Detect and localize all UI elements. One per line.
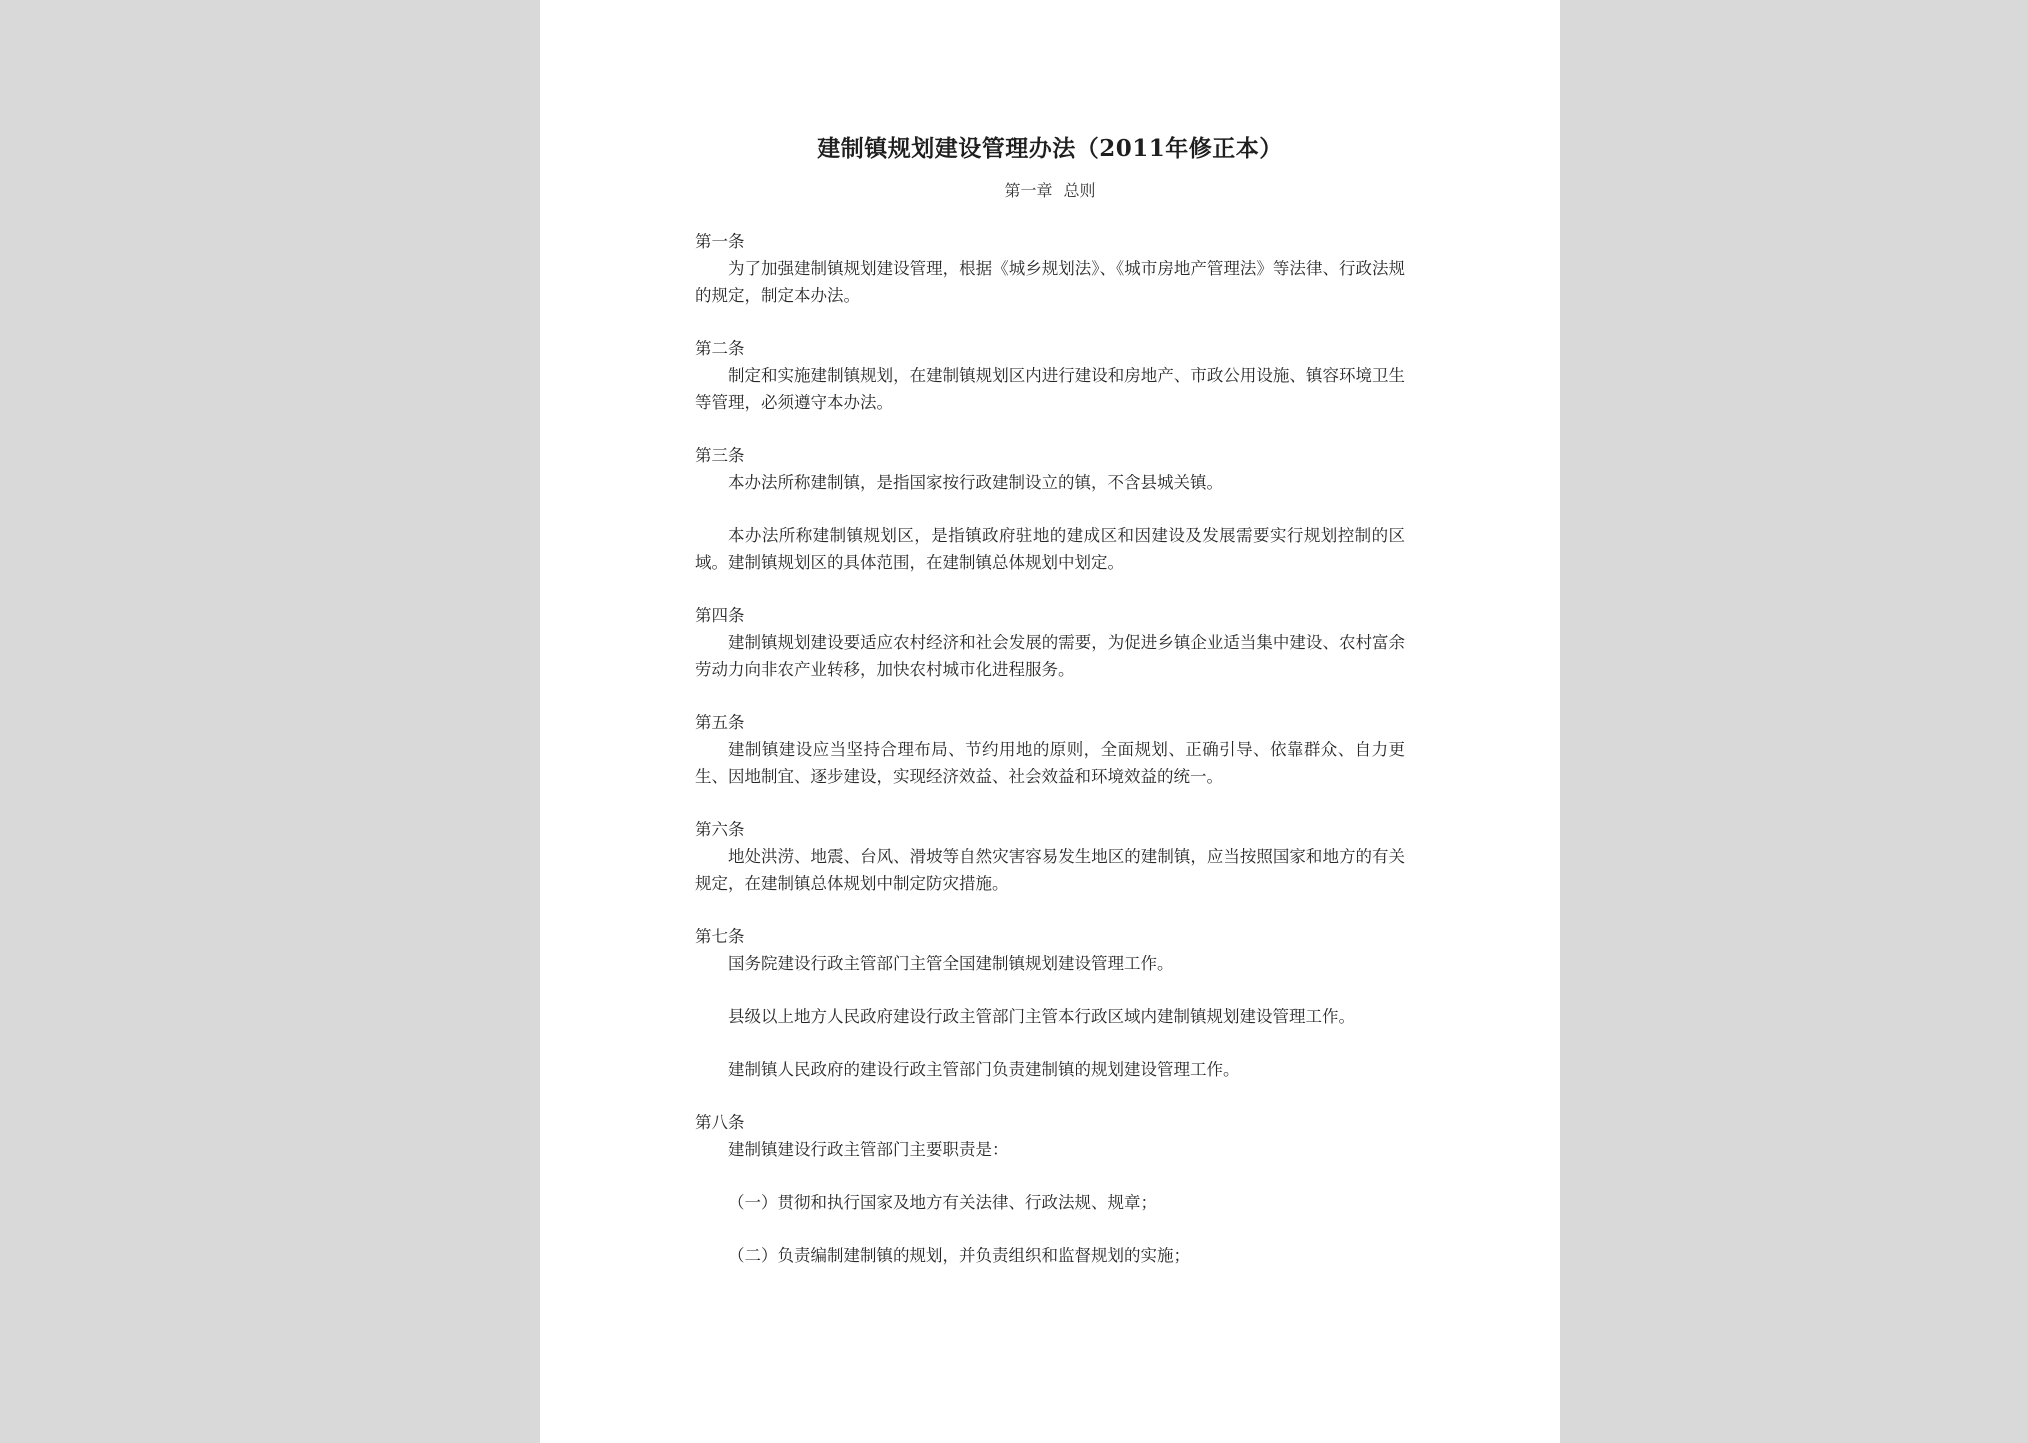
article-paragraph: 国务院建设行政主管部门主管全国建制镇规划建设管理工作。 [728, 954, 1174, 973]
article-paragraph: 为了加强建制镇规划建设管理，根据《城乡规划法》、《城市房地产管理法》等法律、行政法规的规定，制定本办法。 [695, 259, 1405, 305]
article-paragraph: 县级以上地方人民政府建设行政主管部门主管本行政区域内建制镇规划建设管理工作。 [728, 1007, 1355, 1026]
article-paragraph: 制定和实施建制镇规划，在建制镇规划区内进行建设和房地产、市政公用设施、镇容环境卫生等管理，必须遵守本办法。 [695, 366, 1405, 412]
article-label: 第一条 [695, 232, 745, 251]
article-label: 第四条 [695, 606, 745, 625]
article-paragraph: 建制镇人民政府的建设行政主管部门负责建制镇的规划建设管理工作。 [728, 1060, 1240, 1079]
article-paragraph: 建制镇建设应当坚持合理布局、节约用地的原则，全面规划、正确引导、依靠群众、自力更生、因地制宜、逐步建设，实现经济效益、社会效益和环境效益的统一。 [695, 740, 1405, 786]
article-5 [695, 709, 1405, 790]
article-4 [695, 602, 1405, 683]
article-label: 第五条 [695, 713, 745, 732]
article-list-item: （一）贯彻和执行国家及地方有关法律、行政法规、规章； [728, 1193, 1157, 1212]
article-label: 第七条 [695, 927, 745, 946]
article-paragraph: 建制镇建设行政主管部门主要职责是： [728, 1140, 1009, 1159]
document-page [540, 0, 1560, 1443]
article-1 [695, 228, 1405, 309]
article-label: 第六条 [695, 820, 745, 839]
article-8 [695, 1109, 1405, 1269]
article-paragraph: 本办法所称建制镇规划区，是指镇政府驻地的建成区和因建设及发展需要实行规划控制的区域。建制镇规划区的具体范围，在建制镇总体规划中划定。 [695, 526, 1405, 572]
document-title: 建制镇规划建设管理办法（2011年修正本） [817, 135, 1283, 162]
article-paragraph: 建制镇规划建设要适应农村经济和社会发展的需要，为促进乡镇企业适当集中建设、农村富余劳动力向非农产业转移，加快农村城市化进程服务。 [695, 633, 1405, 679]
article-paragraph: 本办法所称建制镇，是指国家按行政建制设立的镇，不含县城关镇。 [728, 473, 1223, 492]
article-paragraph: 地处洪涝、地震、台风、滑坡等自然灾害容易发生地区的建制镇，应当按照国家和地方的有关规定，在建制镇总体规划中制定防灾措施。 [695, 847, 1405, 893]
article-7 [695, 923, 1405, 1083]
article-3 [695, 442, 1405, 576]
article-label: 第二条 [695, 339, 745, 358]
article-list-item: （二）负责编制建制镇的规划，并负责组织和监督规划的实施； [728, 1246, 1190, 1265]
article-label: 第八条 [695, 1113, 745, 1132]
document-body [695, 228, 1405, 1295]
article-label: 第三条 [695, 446, 745, 465]
chapter-heading: 第一章 总则 [1004, 181, 1096, 200]
article-2 [695, 335, 1405, 416]
article-6 [695, 816, 1405, 897]
